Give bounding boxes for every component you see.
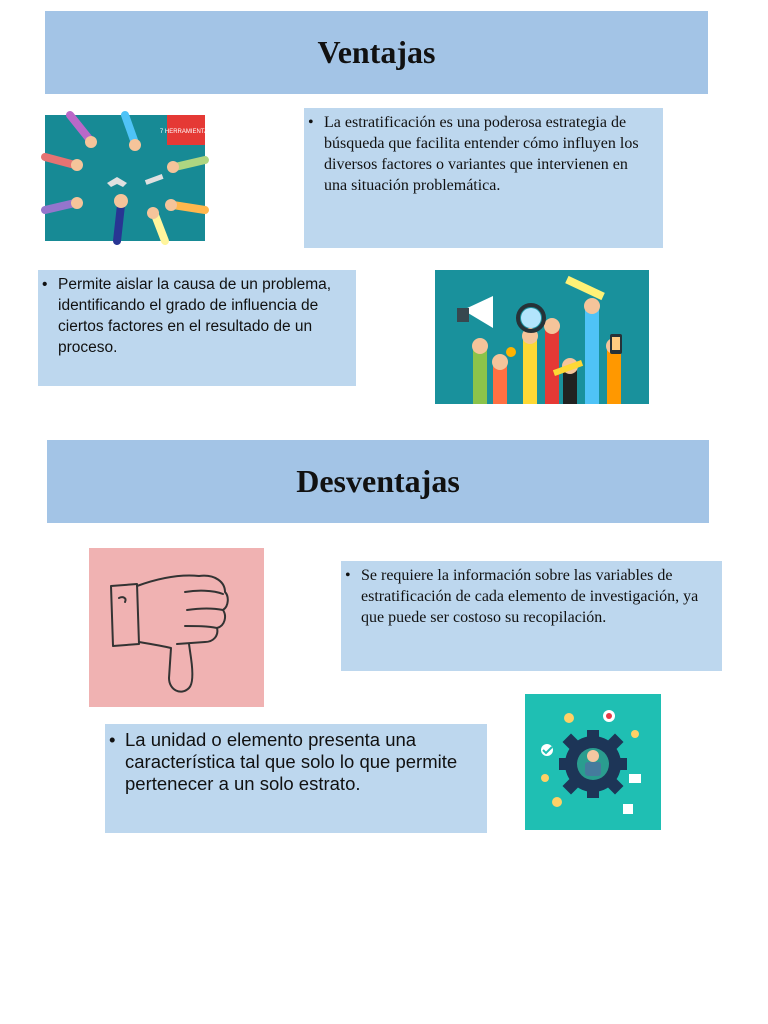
ventajas-point-1: • La estratificación es una poderosa estrategia de búsqueda que facilita entender cómo influyen los diversos factores o variantes que intervienen en una situación problemática. bbox=[306, 112, 653, 196]
ventajas-title: Ventajas bbox=[317, 34, 436, 70]
gear-person-image bbox=[525, 694, 661, 830]
desventajas-point-2-box bbox=[105, 724, 487, 833]
thumbs-down-image bbox=[89, 548, 264, 707]
ventajas-point-2: • Permite aislar la causa de un problema, identificando el grado de influencia de ciertos factores en el resultado de un proceso. bbox=[40, 274, 350, 358]
desventajas-point-1: • Se requiere la información sobre las variables de estratificación de cada elemento de investigación, ya que puede ser costoso su recopilación. bbox=[343, 565, 714, 628]
ventajas-point-2-box bbox=[38, 270, 356, 386]
ventajas-point-1-box bbox=[304, 108, 663, 248]
tools-caption: 7 HERRAMIENTAS bbox=[159, 129, 213, 135]
ventajas-banner bbox=[45, 11, 708, 94]
desventajas-point-1-box bbox=[341, 561, 722, 671]
tools-hands-image bbox=[45, 115, 213, 241]
desventajas-title: Desventajas bbox=[296, 463, 460, 499]
desventajas-banner bbox=[47, 440, 709, 523]
raised-hands-tools-image bbox=[435, 270, 649, 404]
desventajas-point-2: • La unidad o elemento presenta una característica tal que solo lo que permite pertenecer a un solo estrato. bbox=[107, 729, 479, 795]
